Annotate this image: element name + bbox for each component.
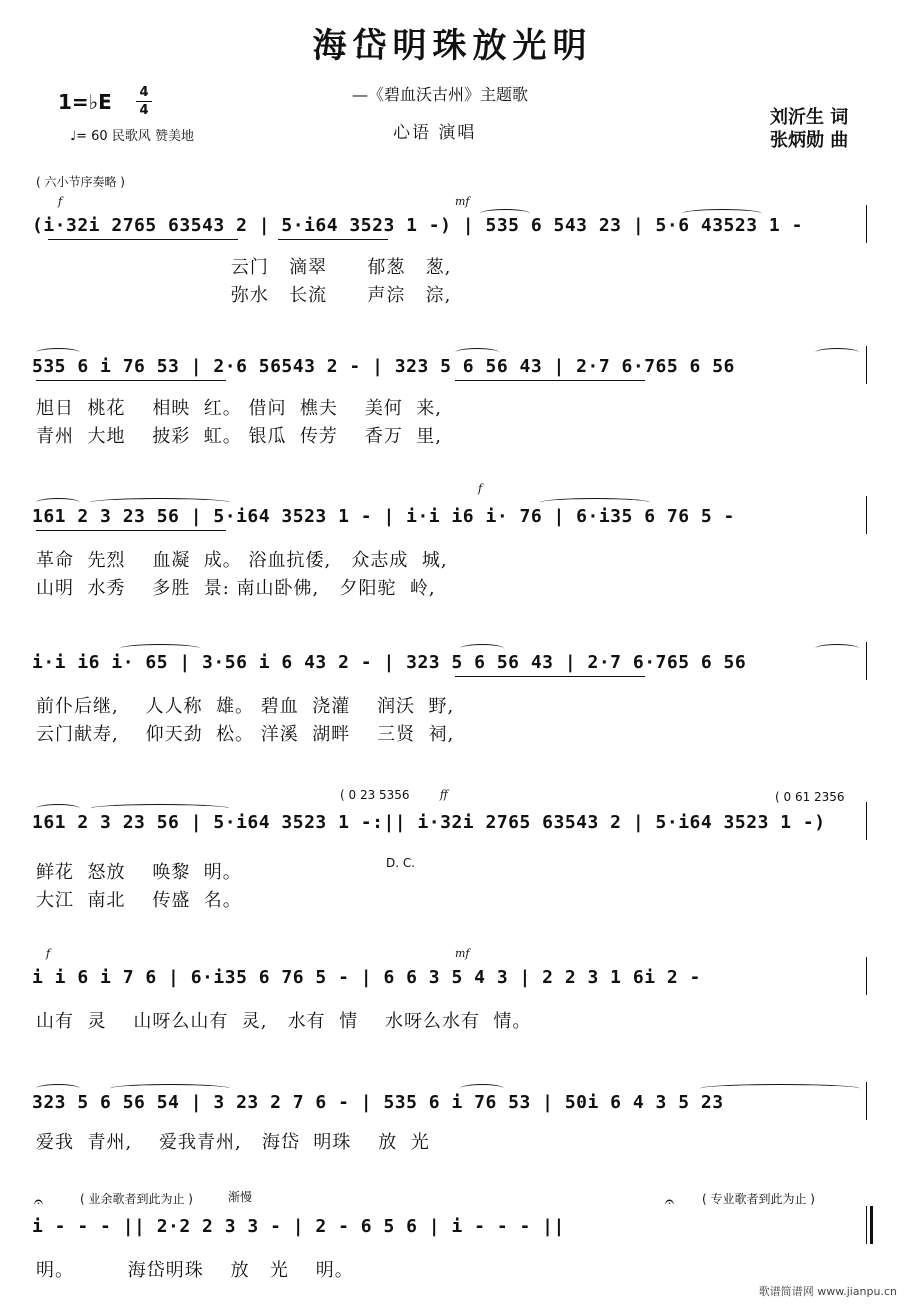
barline xyxy=(866,1206,867,1244)
lyrics-line: 明。 海岱明珠 放 光 明。 xyxy=(36,1260,354,1281)
credits xyxy=(770,106,848,152)
beam-underline xyxy=(455,676,645,677)
dynamic-mark: ff xyxy=(440,788,448,801)
lyrics-verse-2: 山明 水秀 多胜 景: 南山卧佛, 夕阳驼 岭, xyxy=(36,578,436,599)
score-system-6 xyxy=(0,945,905,1035)
slur xyxy=(455,348,499,357)
lyrics-verse-2: 弥水 长流 声淙 淙, xyxy=(36,285,452,306)
slur xyxy=(460,644,504,653)
notation-line: 161 2 3 23 56 | 5·i64 3523 1 -:|| i·32i 2765 63543 2 | 5·i64 3523 1 -) xyxy=(32,812,826,833)
score-system-4 xyxy=(0,630,905,750)
ending-pickup: ( 0 61 2356 xyxy=(775,790,845,804)
notation-line: 535 6 i 76 53 | 2·6 56543 2 - | 323 5 6 56 43 | 2·7 6·765 6 56 xyxy=(32,356,735,377)
barline xyxy=(866,205,867,243)
singer-credit: 心语 演唱 xyxy=(393,123,477,143)
slur xyxy=(120,644,200,653)
score-system-3 xyxy=(0,480,905,600)
barline xyxy=(866,346,867,384)
lyrics-verse-1: 旭日 桃花 相映 红。 借问 樵夫 美何 来, xyxy=(36,398,442,419)
key-signature: 1=♭E xyxy=(58,90,112,114)
slur xyxy=(36,804,80,813)
dynamic-mark: f xyxy=(58,195,63,208)
slur xyxy=(36,348,80,357)
tempo-marking: ♩= 60 民歌风 赞美地 xyxy=(70,129,194,144)
lyricist-credit: 刘沂生 词 xyxy=(770,107,849,128)
lyrics-line: 山有 灵 山呀么山有 灵, 水有 情 水呀么水有 情。 xyxy=(36,1011,532,1032)
intro-note: ( 六小节序奏略 ) xyxy=(36,175,125,189)
slur xyxy=(480,209,530,218)
time-signature xyxy=(136,84,152,119)
barline xyxy=(866,496,867,534)
beam-underline xyxy=(36,380,226,381)
time-signature-line xyxy=(136,101,152,102)
slur xyxy=(36,1084,80,1093)
slur xyxy=(110,1084,230,1093)
composer-credit: 张炳勋 曲 xyxy=(770,130,849,151)
lyrics-verse-2: 青州 大地 披彩 虹。 银瓜 传芳 香万 里, xyxy=(36,426,442,447)
beam-underline xyxy=(455,380,645,381)
da-capo-mark: D. C. xyxy=(386,856,416,870)
score-system-5 xyxy=(0,782,905,912)
lyrics-verse-1: 前仆后继, 人人称 雄。 碧血 浇灌 润沃 野, xyxy=(36,696,455,717)
slur xyxy=(460,1084,504,1093)
dynamic-mark: mf xyxy=(455,195,470,208)
slur xyxy=(540,498,650,507)
dynamic-mark: mf xyxy=(455,947,470,960)
slur xyxy=(700,1084,860,1093)
slur xyxy=(90,804,230,813)
lyrics-verse-2: 大江 南北 传盛 名。 xyxy=(36,890,242,911)
score-system-2 xyxy=(0,338,905,448)
tempo-word: 渐慢 xyxy=(228,1190,253,1204)
repeat-pickup: ( 0 23 5356 xyxy=(340,788,410,802)
score-system-1 xyxy=(0,195,905,315)
lyrics-verse-2: 云门献寿, 仰天劲 松。 洋溪 湖畔 三贤 祠, xyxy=(36,724,455,745)
time-signature-bottom: 4 xyxy=(139,103,149,118)
dynamic-mark: f xyxy=(46,947,51,960)
lyrics-line: 爱我 青州, 爱我青州, 海岱 明珠 放 光 xyxy=(36,1132,430,1153)
beam-underline xyxy=(36,530,226,531)
barline xyxy=(866,802,867,840)
beam-underline xyxy=(48,239,238,240)
fermata-icon: 𝄐 xyxy=(34,1192,43,1211)
time-signature-top: 4 xyxy=(139,85,149,100)
score-system-8 xyxy=(0,1178,905,1288)
lyrics-verse-1: 鲜花 怒放 唤黎 明。 xyxy=(36,862,242,883)
notation-line: i i 6 i 7 6 | 6·i35 6 76 5 - | 6 6 3 5 4 3 | 2 2 3 1 6i 2 - xyxy=(32,967,701,988)
slur xyxy=(815,644,859,653)
lyrics-verse-1: 革命 先烈 血凝 成。 浴血抗倭, 众志成 城, xyxy=(36,550,448,571)
dynamic-mark: f xyxy=(478,482,483,495)
slur xyxy=(682,209,762,218)
fermata-icon: 𝄐 xyxy=(665,1192,674,1211)
notation-line: (i·32i 2765 63543 2 | 5·i64 3523 1 -) | 535 6 543 23 | 5·6 43523 1 - xyxy=(32,215,803,236)
barline xyxy=(866,1082,867,1120)
song-subtitle: —《碧血沃古州》主题歌 xyxy=(352,85,529,104)
slur xyxy=(36,498,80,507)
pro-stop-note: ( 专业歌者到此为止 ) xyxy=(702,1192,815,1206)
score-system-7 xyxy=(0,1068,905,1158)
slur xyxy=(815,348,859,357)
lyrics-verse-1: 云门 滴翠 郁葱 葱, xyxy=(36,257,452,278)
beam-underline xyxy=(278,239,388,240)
notation-line: 323 5 6 56 54 | 3 23 2 7 6 - | 535 6 i 76 53 | 50i 6 4 3 5 23 xyxy=(32,1092,724,1113)
notation-line: i·i i6 i· 65 | 3·56 i 6 43 2 - | 323 5 6 56 43 | 2·7 6·765 6 56 xyxy=(32,652,747,673)
slur xyxy=(90,498,230,507)
watermark: 歌谱简谱网 www.jianpu.cn xyxy=(758,1285,897,1298)
notation-line: i - - - || 2·2 2 3 3 - | 2 - 6 5 6 | i - - - || xyxy=(32,1216,565,1237)
notation-line: 161 2 3 23 56 | 5·i64 3523 1 - | i·i i6 i· 76 | 6·i35 6 76 5 - xyxy=(32,506,735,527)
final-barline xyxy=(870,1206,873,1244)
barline xyxy=(866,957,867,995)
song-title: 海岱明珠放光明 xyxy=(312,26,593,66)
barline xyxy=(866,642,867,680)
amateur-stop-note: ( 业余歌者到此为止 ) xyxy=(80,1192,193,1206)
